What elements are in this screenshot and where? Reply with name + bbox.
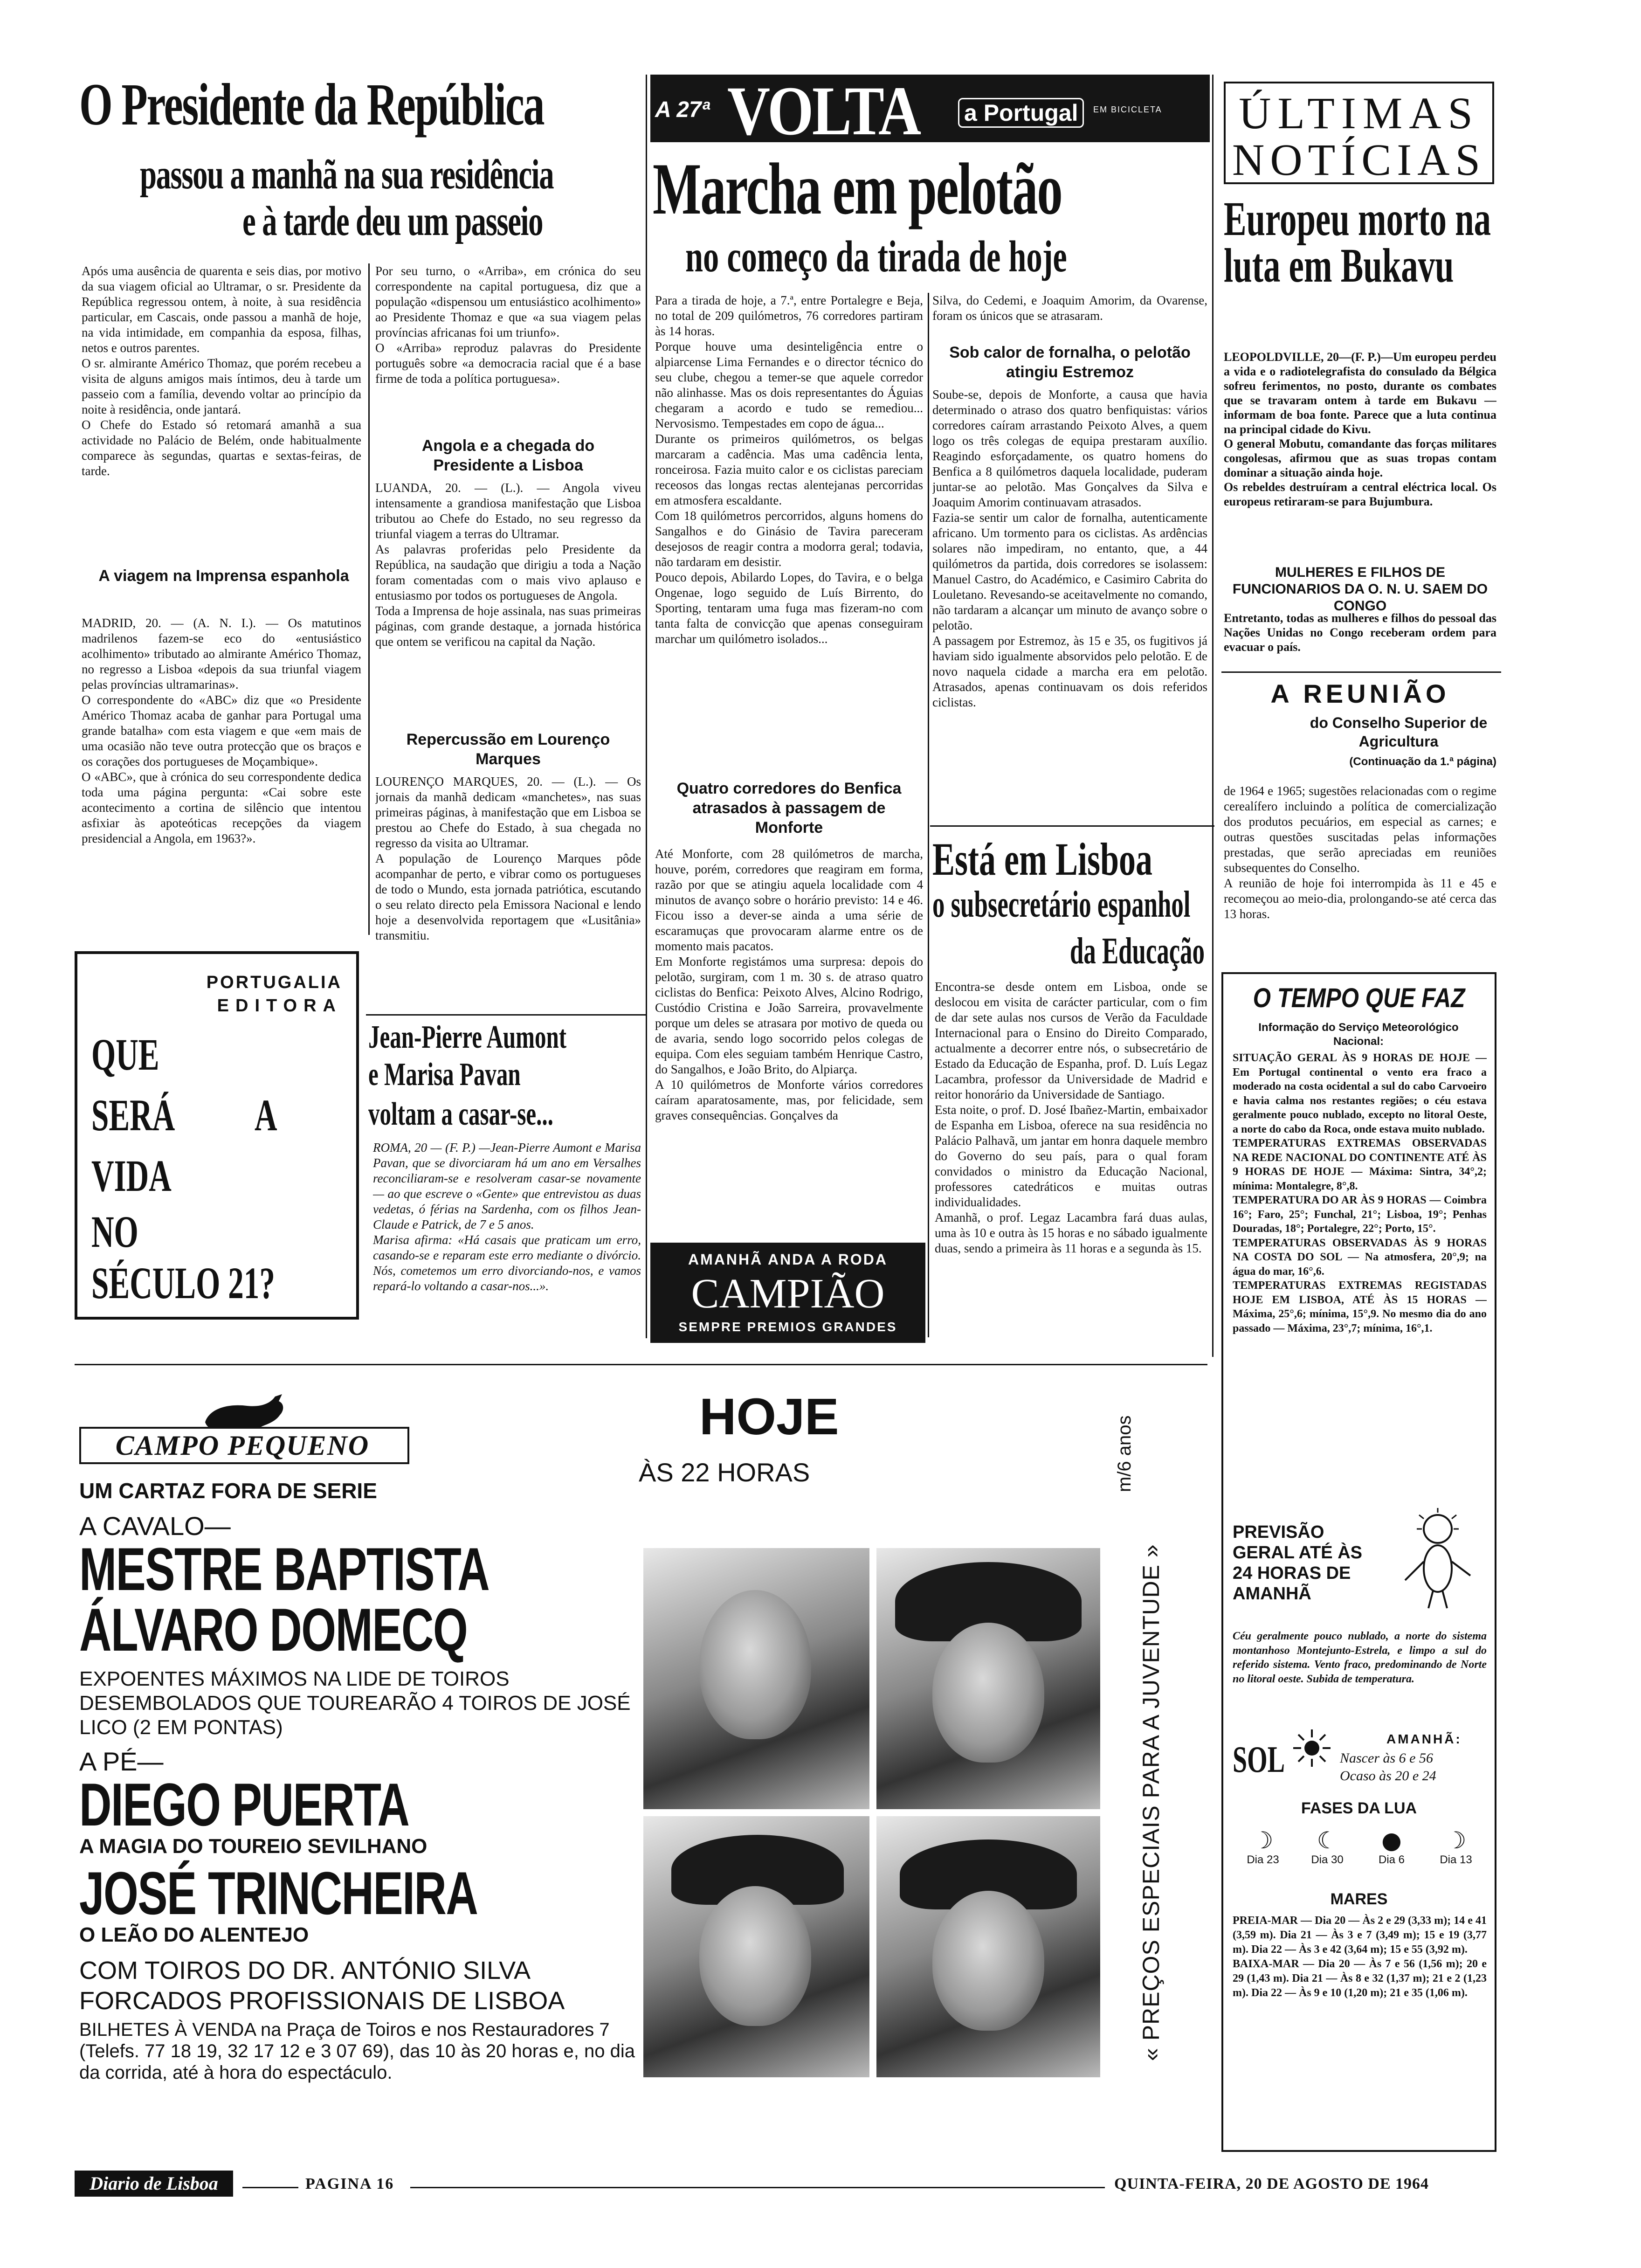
fase-label: Dia 6 [1378,1853,1405,1866]
a-pe-label: A PÉ— [79,1747,164,1776]
ultimas-title-box [1224,82,1494,184]
mestre-baptista-name: MESTRE BAPTISTA [79,1535,490,1603]
fase-label: Dia 23 [1247,1853,1279,1866]
tempo-title: O TEMPO QUE FAZ [1253,983,1465,1013]
portugalia-line-4: NO [91,1207,138,1257]
campo-pequeno-logo-text: CAMPO PEQUENO [115,1430,370,1461]
volta-text-3: Silva, do Cedemi, e Joaquim Amorim, da Ovarense, foram os únicos que se atrasaram. [932,293,1207,323]
cartaz-title: UM CARTAZ FORA DE SERIE [79,1479,377,1503]
fase-item [1426,1827,1486,1867]
aumont-headline-3: voltam a casar-se... [368,1096,553,1132]
forcados-text: FORCADOS PROFISSIONAIS DE LISBOA [79,1987,565,2015]
volta-text-4: Soube-se, depois de Monforte, a causa que havia determinado o atraso dos quatro benfiquistas: vários corredores caíram arrastando Peixoto Alves, a quem logo os três colegas de equipa prestaram auxílio. Reagindo esforçadamente, os quatro homens do Benfica a 8 quilómetros daquela localidade, puderam juntar-se ao pelotão. Mas Gonçalves da Silva e Joaquim Amorim continuavam atrasados. Fazia-se sentir um calor de fornalha, autenticamente africano. Um tormento para os ciclistas. As ardências solares não impediram, no entanto, que, a 44 quilómetros da partida, dois corredores se isolassem: Manuel Castro, do Académico, e Casimiro Cabrita do Louletano. Revesando-se aceitavelmente no comando, não tardaram a alcançar um minuto de avanço sobre o pelotão. A passagem por Estremoz, às 15 e 35, os fugitivos já haviam sido igualmente absorvidos pelo pelotão. E de novo naquela cidade a marcha era em pelotão. Atrasados, apenas continuavam os dois referidos ciclistas. [932,387,1207,709]
ultimas-title-1: ÚLTIMAS [1239,88,1479,138]
moon-phase-icon: ☽ [1445,1827,1467,1854]
volta-banner-main: VOLTA [727,72,920,150]
ultimas-headline: Europeu morto na luta em Bukavu [1224,192,1491,292]
benfica-title: Quatro corredores do Benfica atrasados à passagem de Monforte [676,780,902,837]
ultimas-title-2: NOTÍCIAS [1232,135,1486,185]
campiao-ad [650,1243,925,1343]
a-cavalo-label: A CAVALO— [79,1511,231,1541]
page-number: PAGINA 16 [305,2175,394,2192]
fase-label: Dia 13 [1440,1853,1472,1866]
toureiro-photo-3 [643,1816,869,2077]
volta-banner [650,72,1210,150]
portugalia-line-2: SERÁ [91,1090,175,1140]
portugalia-editora: EDITORA [217,996,342,1016]
presidente-headline: O Presidente da República [79,71,544,138]
aumont-text: ROMA, 20 — (F. P.) —Jean-Pierre Aumont e Marisa Pavan, que se divorciaram há um ano em Versalhes reconciliaram-se e resolveram casar-se novamente — ao que escreve o «Gente» que entrevistou as duas vedetas, ó férias na Sardenha, com os filhos Jean-Claude e Patrick, de 7 e 5 anos. Marisa afirma: «Há casais que praticam um erro, casando-se e reparam este erro mediante o divórcio. Nós, cometemos um erro divorciando-nos, e vamos repará-lo voltando a casar-nos...». [373,1141,641,1293]
volta-banner-prefix: A 27ª [655,97,710,122]
ultimas-text: LEOPOLDVILLE, 20—(F. P.)—Um europeu perdeu a vida e o radiotelegrafista do consulado da Bélgica sofreu ferimentos, no posto, durante os combates que se travaram ontem à tarde em Bukavu — informam de boa fonte. Parece que a luta continua na principal cidade do Kivu. O general Mobutu, comandante das forças militares congolesas, afirmou que as suas tropas contam dominar a situação ainda hoje. Os rebeldes destruíram a central eléctrica local. Os europeus retiraram-se para Bujumbura. [1224,350,1496,508]
campo-pequeno-logo [79,1427,409,1464]
alvaro-domecq-name: ÁLVARO DOMECQ [79,1596,468,1664]
fase-item [1297,1827,1358,1867]
angola-title: Angola e a chegada do Presidente a Lisboa [421,437,595,474]
toureiro-photo-1 [643,1548,869,1809]
campiao-name: CAMPIÃO [691,1271,885,1317]
volta-banner-suffix: a Portugal [958,98,1084,128]
volta-banner-small: EM BICICLETA [1093,105,1162,114]
reuniao-title: A REUNIÃO [1270,679,1450,708]
jose-trincheira-name: JOSÉ TRINCHEIRA [79,1859,478,1927]
leao-text: O LEÃO DO ALENTEJO [79,1923,309,1946]
issue-date: QUINTA-FEIRA, 20 DE AGOSTO DE 1964 [1114,2175,1429,2192]
sol-label: SOL [1233,1739,1285,1780]
lisboa-headline-3: da Educação [1070,931,1205,972]
imprensa-espanhola-title: A viagem na Imprensa espanhola [98,567,349,585]
expoentes-text: EXPOENTES MÁXIMOS NA LIDE DE TOIROS DESEMBOLADOS QUE TOUREARÃO 4 TOIROS DE JOSÉ LICO (2 EM PONTAS) [79,1667,631,1739]
fases-row [1233,1827,1487,1879]
moon-phase-icon: ☾ [1317,1827,1338,1854]
previsao-title: PREVISÃO GERAL ATÉ ÀS 24 HORAS DE AMANHÃ [1233,1522,1362,1604]
portugalia-line-2b: A [255,1090,277,1140]
toureiro-photo-2 [876,1548,1100,1809]
ocaso-text: Ocaso às 20 e 24 [1340,1768,1436,1784]
imprensa-espanhola-text: MADRID, 20. — (A. N. I.). — Os matutinos madrilenos fazem-se eco do «entusiástico acolhimento» tributado ao almirante Américo Thomaz, no regresso a Lisboa «depois da sua triunfal viagem pelas províncias ultramarinas». O correspondente do «ABC» diz que «o Presidente Américo Thomaz acaba de ganhar para Portugal uma grande batalha» com esta viagem e que «em mais de uma ocasião não teve outra protecção que os braços e os corações dos portugueses de Moçambique». O «ABC», que à crónica do seu correspondente dedica toda uma página pergunta: «Cai sobre este acontecimento a cortina de silêncio que intentou asfixiar às apoteóticas recepções da viagem presidencial a Angola, em 1963?». [82,616,361,845]
volta-subhead: no começo da tirada de hoje [685,232,1067,281]
toureiro-photo-4 [876,1816,1100,2077]
fases-title: FASES DA LUA [1301,1799,1417,1817]
lourenco-marques-text: LOURENÇO MARQUES, 20. — (L.). — Os jornais da manhã dedicam «manchetes», nas suas primeiras páginas, à manifestação que em Lisboa se prestou ao Chefe do Estado, à sua chegada no regresso da visita ao Ultramar. A população de Lourenço Marques pôde acompanhar de perto, e vibrar como os portugueses de todo o Mundo, esta jornada patriótica, escutando o seu relato directo pela Emissora Nacional e lendo hoje a desenvolvida reportagem que «Lusitânia» transmitiu. [375,774,641,942]
forecast-text: Céu geralmente pouco nublado, a norte do sistema montanhoso Montejunto-Estrela, e limpo a sul do referido sistema. Vento fraco, predominando de Norte no litoral oeste. Subida de temperatura. [1233,1630,1487,1685]
arriba-text: Por seu turno, o «Arriba», em crónica do seu correspondente na capital portuguesa, diz que a população «dispensou um entusiástico acolhimento» ao Presidente Thomaz e que «a sua viagem pelas províncias africanas foi um triunfo». O «Arriba» reproduz palavras do Presidente português sobre «a democracia racial que é a base firme de toda a política portuguesa». [375,264,641,386]
campiao-bottom: SEMPRE PREMIOS GRANDES [678,1320,897,1334]
mares-text: PREIA-MAR — Dia 20 — Às 2 e 29 (3,33 m); 14 e 41 (3,59 m). Dia 21 — Às 3 e 7 (3,49 m); 15 e 19 (3,77 m). Dia 22 — Às 3 e 42 (3,64 m); 15 e 55 (3,92 m). BAIXA-MAR — Dia 20 — Às 7 e 56 (1,56 m); 20 e 29 (1,43 m). Dia 21 — Às 8 e 32 (1,37 m); 21 e 2 (1,23 m). Dia 22 — Às 9 e 10 (1,20 m); 21 e 35 (1,06 m). [1233,1915,1487,1999]
tempo-box [1221,972,1496,2152]
nascer-text: Nascer às 6 e 56 [1340,1750,1433,1766]
fase-label: Dia 30 [1311,1853,1344,1866]
tempo-source: Informação do Serviço Meteorológico Nacional: [1258,1021,1459,1048]
moon-phase-icon: ☽ [1252,1827,1274,1854]
masthead-logo [75,2171,233,2197]
reuniao-cont: (Continuação da 1.ª página) [1349,755,1496,768]
reuniao-text: de 1964 e 1965; sugestões relacionadas com o regime cerealífero incluindo a política de comercialização dos produtos pecuários, em especial as carnes; e outras questões suscitadas pelas informações prestadas, que serão apreciadas em reuniões subsequentes do Conselho. A reunião de hoje foi interrompida às 11 e 45 e recomeçou ao meio-dia, prolongando-se até cerca das 13 horas. [1224,784,1496,921]
lisboa-headline-2: o subsecretário espanhol [932,884,1191,925]
sun-figure-icon [1391,1506,1484,1613]
portugalia-line-3: VIDA [91,1151,172,1201]
portugalia-line-5: SÉCULO 21? [91,1258,275,1308]
reuniao-subtitle: do Conselho Superior de Agricultura [1310,714,1488,750]
lisboa-headline-1: Está em Lisboa [932,833,1153,885]
lourenco-marques-title: Repercussão em Lourenço Marques [406,731,610,768]
mares-title: MARES [1330,1890,1388,1908]
horas-text: ÀS 22 HORAS [639,1458,810,1487]
fase-item [1361,1827,1422,1867]
hoje-title: HOJE [699,1388,839,1445]
campiao-top: AMANHÃ ANDA A RODA [688,1251,888,1268]
idade-text: m/6 anos [1114,1415,1135,1492]
presidente-subhead-1: passou a manhã na sua residência [140,152,554,198]
angola-text: LUANDA, 20. — (L.). — Angola viveu intensamente a grandiosa manifestação que Lisboa tributou ao Chefe do Estado, no seu regresso da triunfal viagem a terras do Ultramar. As palavras proferidas pelo Presidente da República, na saudação que dirigiu a toda a Nação foram comentadas com o mais vivo aplauso e entusiasmo por todos os portugueses de Angola. Toda a Imprensa de hoje assinala, nas suas primeiras páginas, com grande destaque, a jornada histórica que ontem se verificou na capital da Nação. [375,481,641,649]
aumont-headline-1: Jean-Pierre Aumont [368,1019,567,1055]
aumont-headline-2: e Marisa Pavan [368,1057,521,1093]
volta-text-2: Até Monforte, com 28 quilómetros de marcha, houve, porém, corredores que reagiram em forma, razão por que se atingiu aquela localidade com 4 minutos de avanço sobre o horário previsto: 14 e 46. Ficou isso a dever-se ainda a uma série de escaramuças que provocaram alarme entre os de momento mais pacatos. Em Monforte registámos uma surpresa: depois do pelotão, surgiram, com 1 m. 30 s. de atraso quatro ciclistas do Benfica: Peixoto Alves, Alcino Rodrigo, Custódio Cristina e João Sarreira, provavelmente porque um deles se atrasara por motivo de queda ou de avaria, sendo logo socorrido pelos colegas de equipa. Com eles seguiam também Henrique Castro, do Sangalhos, e João Brito, do Alpiarça. A 10 quilómetros de Monforte vários corredores caíram aparatosamente, mas, por felicidade, sem graves consequências. Gonçalves da [655,847,923,1122]
tempo-text: SITUAÇÃO GERAL ÀS 9 HORAS DE HOJE — Em Portugal continental o vento era fraco a moderado na costa ocidental a sul do cabo Carvoeiro e havia calma nos restantes regiões; o céu estava geralmente pouco nublado, excepto no litoral Oeste, a norte do cabo da Roca, onde estava muito nublado. TEMPERATURAS EXTREMAS OBSERVADAS NA REDE NACIONAL DO CONTINENTE ATÉ ÀS 9 HORAS DE HOJE — Máxima: Sintra, 34°,2; mínima: Montalegre, 8°,8. TEMPERATURA DO AR ÀS 9 HORAS — Coimbra 16°; Faro, 25°; Funchal, 21°; Lisboa, 19°; Penhas Douradas, 18°; Portalegre, 22°; Porto, 15°. TEMPERATURAS OBSERVADAS ÀS 9 HORAS NA COSTA DO SOL — Na atmosfera, 20°,9; na água do mar, 16°,6. TEMPERATURAS EXTREMAS REGISTADAS HOJE EM LISBOA, ATÉ ÀS 15 HORAS — Máxima, 25°,6; mínima, 15°,9. No mesmo dia do ano passado — Máxima, 23°,7; mínima, 16°,1. [1233,1052,1487,1335]
onu-text: Entretanto, todas as mulheres e filhos do pessoal das Nações Unidas no Congo receberam ordem para evacuar o país. [1224,611,1496,654]
bilhetes-text: BILHETES À VENDA na Praça de Toiros e nos Restauradores 7 (Telefs. 77 18 19, 32 17 12 e 3 07 69), das 10 às 20 horas e, no dia da corrida, até à hora do espectáculo. [79,2019,635,2083]
portugalia-publisher: PORTUGALIA [206,973,342,992]
moon-phase-icon: ● [1381,1827,1402,1854]
diego-puerta-name: DIEGO PUERTA [79,1770,409,1839]
portugalia-line-1: QUE [91,1030,159,1079]
amanha-label: AMANHÃ: [1386,1732,1462,1746]
presidente-lead: Após uma ausência de quarenta e seis dias, por motivo da sua viagem oficial ao Ultramar, o sr. Presidente da República regressou ontem, à noite, à sua residência particular, em Cascais, onde passou a manhã de hoje, na vida intimidade, em companhia da esposa, filhas, netos e outros parentes. O sr. almirante Américo Thomaz, que porém recebeu a visita de alguns amigos mais íntimos, deu à tarde um passeio com a família, devendo voltar ao princípio da noite à residência, onde jantará. O Chefe do Estado só retomará amanhã a sua actividade no Palácio de Belém, onde habitualmente comparece às segundas, quartas e sextas-feiras, de tarde. [82,264,361,478]
masthead-text: Diario de Lisboa [90,2173,218,2194]
onu-title: MULHERES E FILHOS DE FUNCIONARIOS DA O. N. U. SAEM DO CONGO [1232,565,1488,614]
volta-headline: Marcha em pelotão [653,148,1062,230]
portugalia-ad [75,951,359,1320]
toiros-text: COM TOIROS DO DR. ANTÓNIO SILVA [79,1957,531,1984]
precos-juventude-text: « PREÇOS ESPECIAIS PARA A JUVENTUDE » [1138,1544,1164,2061]
sun-icon [1291,1727,1333,1769]
magia-text: A MAGIA DO TOUREIO SEVILHANO [79,1835,427,1858]
fase-item [1233,1827,1293,1867]
volta-text-1: Para a tirada de hoje, a 7.ª, entre Portalegre e Beja, no total de 209 quilómetros, 76 corredores partiram às 14 horas. Porque houve uma desinteligência entre o alpiarcense Lima Fernandes e o director técnico do seu clube, chegou a temer-se que aquele corredor não alinhasse. Mas os dois representantes do Águias chegaram a acordo e tudo se remediou... Nervosismo. Tempestades em copo de água... Durante os primeiros quilómetros, os belgas marcaram a cadência. Mas uma cadência lenta, ronceirosa. Fazia muito calor e os ciclistas pareciam receosos das longas rectas alentejanas percorridas em atmosfera escaldante. Com 18 quilómetros percorridos, alguns homens do Sangalhos e do Ginásio de Tavira pareceram desejosos de reagir contra a modorra geral; todavia, não tardaram em desistir. Pouco depois, Abilardo Lopes, do Tavira, e o belga Ongenae, logo seguido de Luís Birrento, do Sporting, tentaram uma fuga mas fizeram-no com tanta falta de convicção que apenas conseguiram marchar um quilómetro isolados... [655,293,923,646]
lisboa-text: Encontra-se desde ontem em Lisboa, onde se deslocou em visita de carácter particular, com o fim de dar sete aulas nos cursos de Verão da Faculdade Internacional para o Ensino do Direito Comparado, actualmente a decorrer entre nós, o subsecretário de Estado da Educação de Espanha, prof. D. Luís Legaz Lacambra, professor da Universidade de Madrid e reitor honorário da Universidade de Santiago. Esta noite, o prof. D. José Ibañez-Martin, embaixador de Espanha em Lisboa, oferece na sua residência no Palácio Palhavã, um jantar em honra daquele membro do Governo do seu país, para o qual foram convidados o ministro da Educação Nacional, professores catedráticos e muitas outras individualidades. Amanhã, o prof. Legaz Lacambra fará duas aulas, uma às 10 e outra às 15 horas e no sábado igualmente duas, sendo a primeira às 11 horas e a segunda às 15. [935,980,1207,1255]
presidente-subhead-2: e à tarde deu um passeio [242,198,543,244]
calor-title: Sob calor de fornalha, o pelotão atingiu Estremoz [949,344,1191,381]
